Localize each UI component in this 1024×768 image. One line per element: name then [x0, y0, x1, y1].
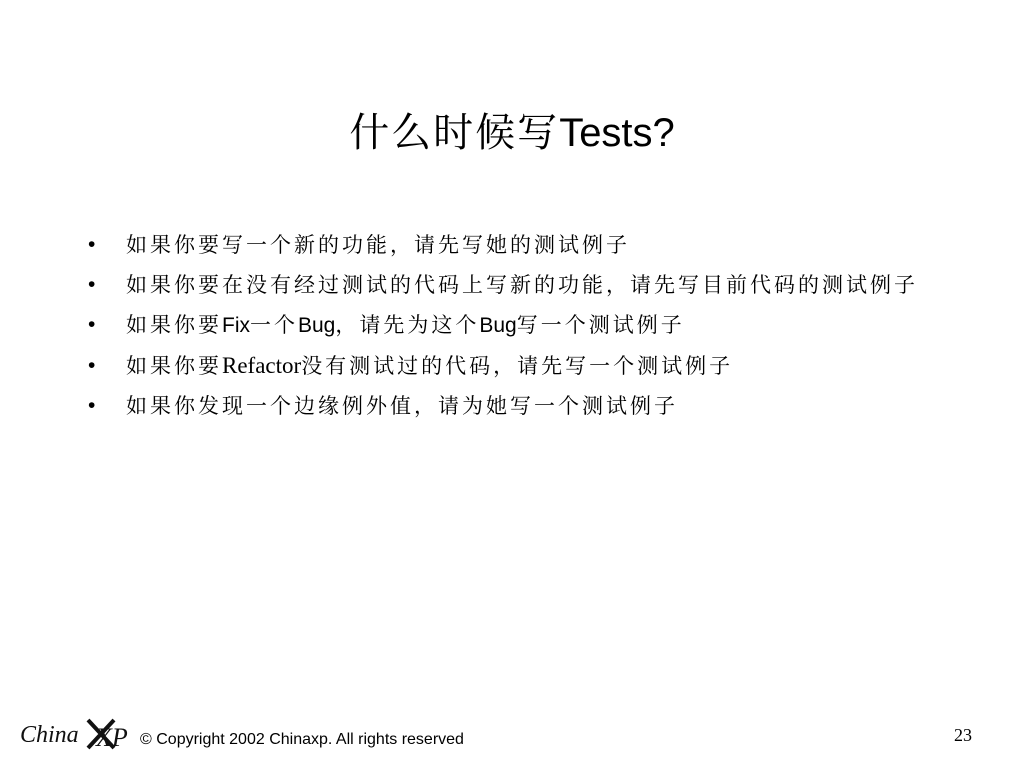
bullet-text-cn: 如果你要 [126, 354, 222, 378]
chinaxp-logo [18, 712, 136, 752]
bullet-marker: • [88, 394, 96, 417]
slide-title-cn: 什么时候写 [349, 110, 560, 156]
bullet-item-4 [88, 349, 938, 383]
bullet-item-1 [88, 228, 938, 262]
bullet-marker: • [88, 273, 96, 296]
page-number: 23 [954, 725, 972, 745]
bullet-text-en: Refactor [222, 353, 302, 378]
slide-title [0, 108, 1024, 158]
bullet-text-cn: ，请先为这个 [335, 313, 480, 337]
bullet-text-cn: 写一个测试例子 [516, 313, 685, 337]
bullet-text-en: Fix [222, 314, 250, 337]
bullet-text-cn: 如果你要 [126, 313, 222, 337]
bullet-item-2 [88, 268, 926, 302]
bullet-item-5 [88, 389, 938, 423]
copyright-text: © Copyright 2002 Chinaxp. All rights reserved [140, 731, 464, 748]
bullet-text-cn: 一个 [250, 313, 298, 337]
bullet-marker: • [88, 313, 96, 336]
bullet-list [88, 228, 938, 429]
bullet-text-cn: 没有测试过的代码，请先写一个测试例子 [301, 354, 734, 378]
bullet-text: 如果你发现一个边缘例外值，请为她写一个测试例子 [126, 394, 678, 418]
bullet-item-3 [88, 308, 938, 343]
bullet-text: 如果你要在没有经过测试的代码上写新的功能，请先写目前代码的测试例子 [126, 273, 918, 297]
logo-text-xp: XP [96, 723, 128, 752]
bullet-text-en: Bug [298, 314, 336, 337]
bullet-marker: • [88, 354, 96, 377]
logo-text-china: China [20, 722, 79, 748]
bullet-text: 如果你要写一个新的功能，请先写她的测试例子 [126, 233, 630, 257]
slide-title-en: Tests? [559, 111, 675, 155]
bullet-text-en: Bug [479, 314, 517, 337]
bullet-marker: • [88, 233, 96, 256]
